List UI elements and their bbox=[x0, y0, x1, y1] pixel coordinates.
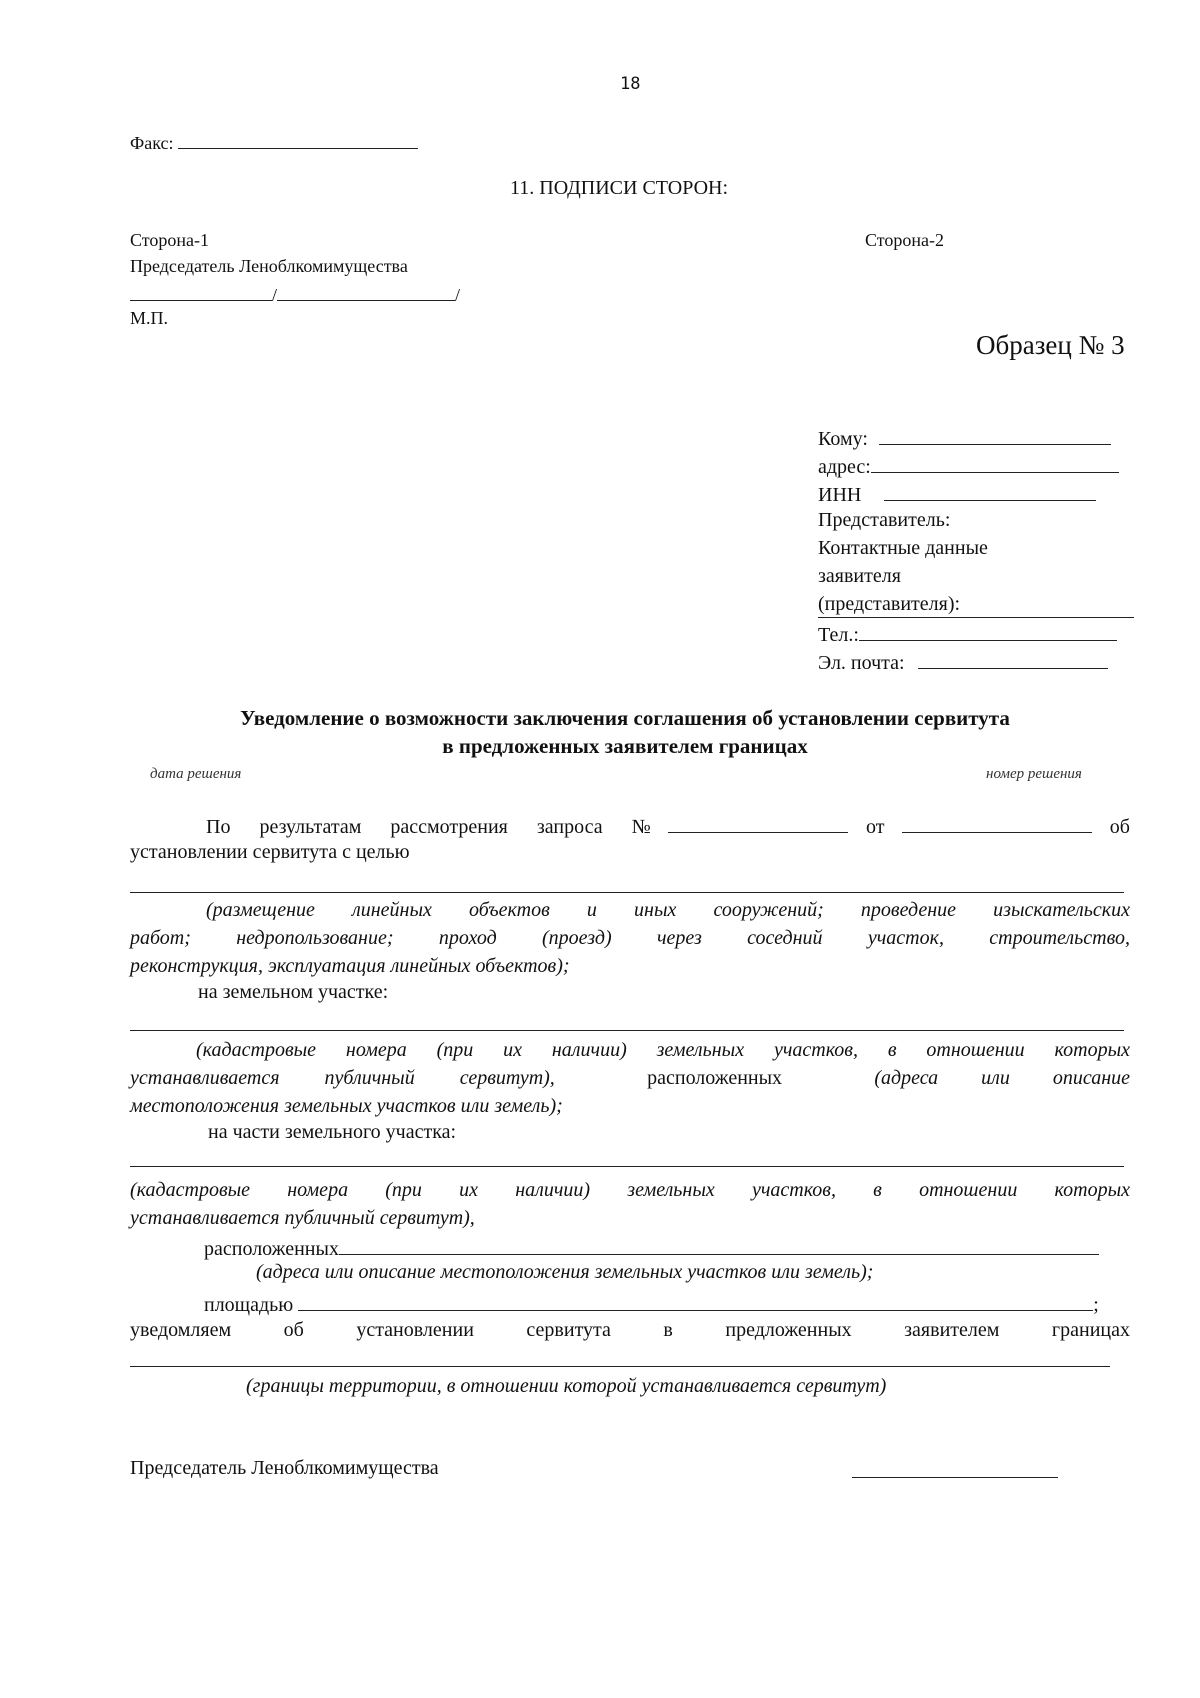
signature-blank bbox=[130, 280, 272, 301]
notice-title-line2: в предложенных заявителем границах bbox=[442, 734, 808, 758]
borders-blank bbox=[130, 1366, 1110, 1367]
recipient-phone bbox=[818, 620, 1117, 647]
recipient-contacts-3: (представителя): bbox=[818, 593, 961, 615]
land-plot-blank bbox=[130, 1030, 1124, 1031]
recipient-inn-blank bbox=[884, 480, 1096, 501]
cadastral2-hint-2: устанавливается публичный сервитут), bbox=[130, 1207, 475, 1229]
contacts-underline bbox=[818, 617, 1134, 618]
section-title: 11. ПОДПИСИ СТОРОН: bbox=[510, 177, 729, 199]
recipient-contacts-1: Контактные данные bbox=[818, 537, 988, 559]
name-blank bbox=[277, 280, 455, 301]
fax-blank bbox=[178, 128, 418, 149]
recipient-address-blank bbox=[871, 452, 1119, 473]
cadastral-hint-1: (кадастровые номера (при их наличии) земельных участков, в отношении которых bbox=[196, 1039, 1130, 1061]
party1-label: Сторона-1 bbox=[130, 230, 210, 250]
recipient-phone-label: Тел.: bbox=[818, 624, 859, 646]
cadastral-hint-3: местоположения земельных участков или земель); bbox=[130, 1095, 563, 1117]
request-number-blank bbox=[668, 812, 848, 833]
page-number: 18 bbox=[620, 74, 641, 94]
purpose-hint-2: работ; недропользование; проход (проезд) через соседний участок, строительство, bbox=[130, 927, 1130, 949]
request-text: По результатам рассмотрения запроса № bbox=[206, 816, 651, 838]
recipient-address-label: адрес: bbox=[818, 456, 871, 478]
area-label: площадью bbox=[204, 1294, 294, 1316]
on-land-plot: на земельном участке: bbox=[198, 981, 389, 1003]
address-hint: (адреса или описание местоположения земельных участков или земель); bbox=[256, 1261, 874, 1283]
cadastral-hint-2a: устанавливается публичный сервитут), bbox=[130, 1067, 555, 1089]
recipient-contacts-2: заявителя bbox=[818, 565, 901, 587]
signature-separator: / bbox=[272, 285, 278, 305]
cadastral2-hint-1: (кадастровые номера (при их наличии) земельных участков, в отношении которых bbox=[130, 1179, 1130, 1201]
borders-hint: (границы территории, в отношении которой устанавливается сервитут) bbox=[246, 1375, 887, 1397]
on-part-plot: на части земельного участка: bbox=[208, 1121, 457, 1143]
located-line bbox=[204, 1234, 1099, 1261]
purpose-intro: установлении сервитута с целью bbox=[130, 841, 410, 863]
date-hint: дата решения bbox=[150, 766, 242, 782]
recipient-email-blank bbox=[918, 648, 1108, 669]
party1-position: Председатель Леноблкомимущества bbox=[130, 256, 408, 276]
cadastral-hint-2b: расположенных bbox=[647, 1067, 783, 1089]
recipient-rep-label: Представитель: bbox=[818, 509, 951, 531]
located-label: расположенных bbox=[204, 1238, 339, 1260]
purpose-hint-3: реконструкция, эксплуатация линейных объектов); bbox=[130, 955, 570, 977]
request-ob: об bbox=[1109, 816, 1130, 838]
recipient-address bbox=[818, 452, 1119, 479]
notice-title-line1: Уведомление о возможности заключения соглашения об установлении сервитута bbox=[240, 706, 1010, 730]
located-blank bbox=[339, 1234, 1099, 1255]
area-end: ; bbox=[1093, 1294, 1099, 1316]
recipient-to bbox=[818, 424, 1111, 451]
cadastral-hint-2 bbox=[130, 1066, 1130, 1090]
party2-label: Сторона-2 bbox=[865, 230, 945, 250]
area-blank bbox=[298, 1290, 1093, 1311]
chairman-signature-blank bbox=[852, 1477, 1058, 1478]
recipient-email bbox=[818, 648, 1108, 675]
party1-signature-line bbox=[130, 280, 460, 306]
recipient-inn-label: ИНН bbox=[818, 484, 862, 506]
purpose-blank bbox=[130, 892, 1124, 893]
chairman-label: Председатель Леноблкомимущества bbox=[130, 1457, 439, 1479]
recipient-email-label: Эл. почта: bbox=[818, 652, 905, 674]
notify-line: уведомляем об установлении сервитута в предложенных заявителем границах bbox=[130, 1319, 1130, 1341]
signature-separator-end: / bbox=[455, 285, 461, 305]
cadastral-hint-2c: (адреса или описание bbox=[874, 1067, 1130, 1089]
recipient-to-label: Кому: bbox=[818, 428, 868, 450]
sample-label: Образец № 3 bbox=[976, 330, 1125, 360]
recipient-inn bbox=[818, 480, 1096, 507]
number-hint: номер решения bbox=[986, 766, 1082, 782]
part-plot-blank bbox=[130, 1166, 1124, 1167]
party1-seal: М.П. bbox=[130, 308, 169, 328]
purpose-hint-1: (размещение линейных объектов и иных сооружений; проведение изыскательских bbox=[206, 899, 1130, 921]
request-from: от bbox=[865, 816, 885, 838]
fax-field bbox=[130, 128, 418, 155]
recipient-phone-blank bbox=[859, 620, 1117, 641]
fax-label: Факс: bbox=[130, 133, 174, 153]
area-line bbox=[204, 1290, 1099, 1317]
request-date-blank bbox=[902, 812, 1092, 833]
request-line bbox=[206, 812, 1130, 839]
recipient-to-blank bbox=[879, 424, 1111, 445]
